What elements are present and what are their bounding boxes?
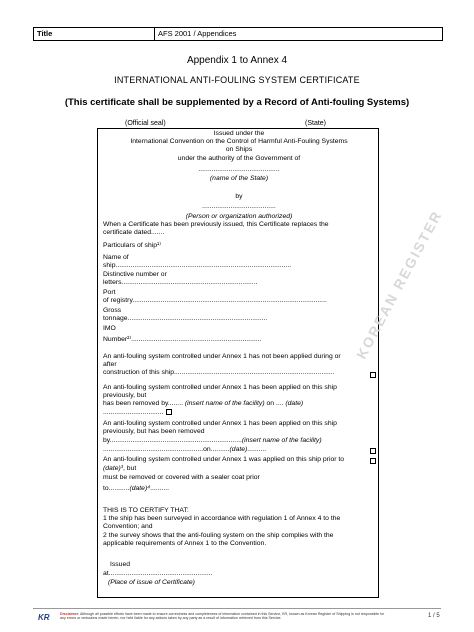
checkbox-removed-facility[interactable] (370, 448, 376, 454)
imo-label: IMO (103, 325, 116, 332)
p4-line-3: must be removed or covered with a sealer coat prior (103, 474, 260, 481)
state-label: (State) (305, 120, 327, 127)
certify-2-line-2: applicable requirements of Annex 1 to the Convention. (103, 540, 267, 547)
certificate-box (97, 128, 446, 598)
certificate-title: INTERNATIONAL ANTI-FOULING SYSTEM CERTIFICATE (114, 75, 360, 85)
header-table (33, 27, 443, 41)
name-of-state: (name of the State) (209, 175, 269, 182)
imo-number-field: Number²⁾..................................................................... (103, 336, 262, 343)
supplement-note: (This certificate shall be supplemented by a Record of Anti-fouling Systems) (64, 97, 410, 108)
p2-line-4: ................................ (103, 409, 172, 417)
convention-line-1: International Convention on the Control of Harmful Anti-Fouling Systems (130, 138, 348, 145)
ship-name-field: ship............................................................................................. (103, 262, 292, 269)
distinctive-label: Distinctive number or (103, 271, 167, 278)
when-line-1: When a Certificate has been previously issued, this Certificate replaces the (103, 221, 329, 228)
p4-line-4: to...........(date)⁴.......... (103, 485, 170, 492)
place-of-issue: (Place of issue of Certificate) (108, 579, 195, 586)
port-label: Port (103, 289, 116, 296)
checkbox-not-applied[interactable] (370, 372, 376, 378)
p2-line-3: has been removed by........ (insert name of the facility) on .... (date) (103, 400, 304, 407)
by-label: by (235, 193, 243, 200)
checkbox-removed-previously[interactable] (166, 409, 172, 415)
official-seal-label: (Official seal) (125, 120, 166, 127)
p3-line-1: An anti-fouling system controlled under Annex 1 has been applied on this ship (103, 420, 337, 427)
watermark: KOREAN REGISTER (353, 207, 446, 362)
disclaimer: Disclaimer: Although all possible efforts have been made to ensure correctness and completeness of information contained in this Service, KR, known as Korean Register of Shipping is not responsible for any errors or omissions made herein, nor held liable for any actions taken by any party as a result of information retrieved from this Service. (60, 612, 385, 621)
distinctive-field: letters........................................................................ (103, 279, 258, 286)
p2-line-2: previously, but (103, 392, 147, 399)
appendix-title: Appendix 1 to Annex 4 (186, 55, 288, 66)
particulars-label: Particulars of ship¹⁾ (103, 242, 161, 249)
certify-1-line-2: Convention; and (103, 523, 153, 530)
name-of-label: Name of (103, 254, 129, 261)
certify-2-line-1: 2 the survey shows that the anti-fouling system on the ship complies with the (103, 532, 334, 539)
p3-line-3: by......................................................................(insert name of the facility) (103, 437, 322, 444)
tonnage-field: tonnage.......................................................................... (103, 315, 268, 322)
p1-line-2: after (103, 361, 117, 368)
p4-line-2: (date)³, but (103, 465, 137, 472)
when-line-2: certificate dated....... (103, 229, 165, 236)
page-number: 1 / 5 (428, 613, 440, 619)
kr-logo: KR (38, 613, 50, 622)
header-label: Title (34, 28, 155, 40)
issued-under: Issued under the (213, 130, 265, 137)
certify-heading: THIS IS TO CERTIFY THAT: (103, 507, 189, 514)
header-value: AFS 2001 / Appendices (158, 29, 237, 38)
p4-line-1: An anti-fouling system controlled under Annex 1 was applied on this ship prior to (103, 456, 345, 463)
state-dots: ........................................... (198, 166, 280, 173)
authority-line: under the authority of the Government of (177, 155, 301, 162)
person-dots: ....................................... (202, 203, 276, 210)
p3-line-4: .....................................................on..........(date).......... (103, 446, 267, 453)
gross-label: Gross (103, 307, 122, 314)
registry-field: of registry....................................................................................................... (103, 297, 327, 304)
p3-line-2: previously, but has been removed (103, 428, 205, 435)
p2-line-1: An anti-fouling system controlled under Annex 1 has been applied on this ship (103, 384, 337, 391)
checkbox-applied-prior[interactable] (370, 458, 376, 464)
issued-at-field: at....................................................... (103, 570, 213, 577)
certify-1-line-1: 1 the ship has been surveyed in accordance with regulation 1 of Annex 4 to the (103, 515, 341, 522)
p1-line-3: construction of this ship..................................................................................... (103, 369, 335, 376)
convention-line-2: on Ships (225, 146, 253, 153)
footer-divider (33, 608, 441, 609)
issued-label: Issued (110, 561, 131, 568)
p1-line-1: An anti-fouling system controlled under Annex 1 has not been applied during or (103, 353, 341, 360)
person-authorized: (Person or organization authorized) (185, 213, 293, 220)
